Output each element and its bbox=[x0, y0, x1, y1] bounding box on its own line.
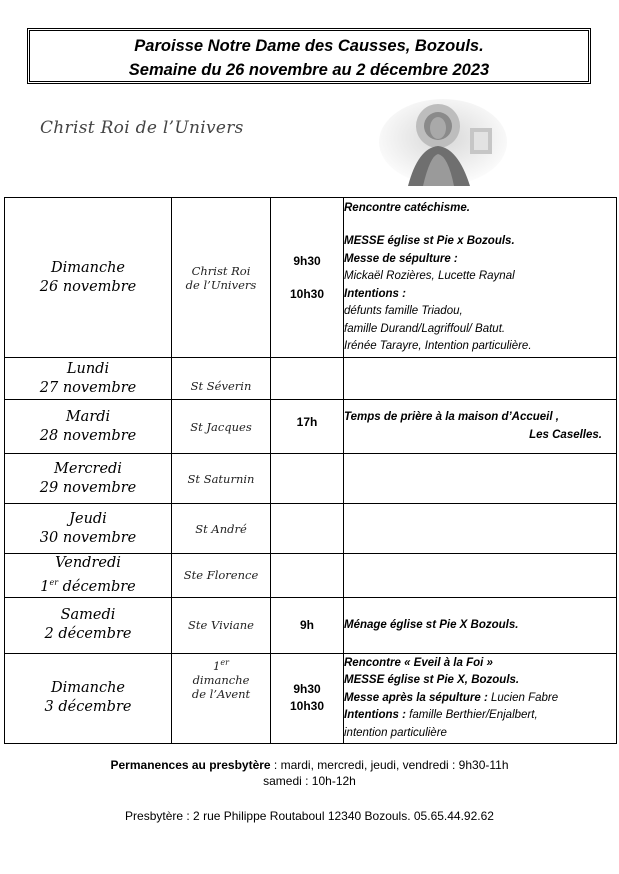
header-box bbox=[27, 28, 591, 84]
table-row bbox=[5, 454, 617, 504]
activity-cell bbox=[344, 554, 617, 598]
permanences-line bbox=[0, 757, 619, 773]
time-cell bbox=[271, 358, 344, 400]
time-cell bbox=[271, 400, 344, 454]
day-name: Mercredi bbox=[54, 460, 122, 477]
activity-cell bbox=[344, 400, 617, 454]
table-row bbox=[5, 504, 617, 554]
saint-num: 1 bbox=[213, 658, 221, 673]
week-title: Semaine du 26 novembre au 2 décembre 2023 bbox=[128, 61, 490, 79]
time-value: 10h30 bbox=[289, 699, 325, 714]
day-name: Vendredi bbox=[55, 555, 121, 571]
activity-label: Intentions : bbox=[344, 709, 406, 722]
table-row bbox=[5, 198, 617, 358]
saint-name: Ste Florence bbox=[183, 568, 259, 583]
time-value: 9h30 bbox=[293, 682, 321, 697]
saint-cell bbox=[172, 653, 271, 743]
day-cell bbox=[5, 597, 172, 653]
activity-line: Irénée Tarayre, Intention particulière. bbox=[344, 340, 532, 352]
activity-line: MESSE église st Pie x Bozouls. bbox=[344, 235, 515, 247]
activity-cell bbox=[344, 653, 617, 743]
schedule-table bbox=[4, 197, 617, 744]
permanences-text: : mardi, mercredi, jeudi, vendredi : 9h30-11h bbox=[270, 758, 509, 772]
activity-line: Mickaël Rozières, Lucette Raynal bbox=[344, 270, 515, 282]
activity-value: famille Berthier/Enjalbert, bbox=[405, 709, 538, 722]
saint-sup: er bbox=[220, 657, 229, 667]
time-cell bbox=[271, 504, 344, 554]
activity-cell bbox=[344, 454, 617, 504]
address-info: Presbytère : 2 rue Philippe Routaboul 12340 Bozouls. 05.65.44.92.62 bbox=[125, 809, 494, 823]
day-name: Mardi bbox=[65, 408, 111, 425]
activity-cell bbox=[344, 198, 617, 358]
saint-name: St Séverin bbox=[190, 379, 252, 393]
activity-line: Intentions : bbox=[344, 287, 406, 300]
time-value: 17h bbox=[296, 415, 318, 429]
parish-title: Paroisse Notre Dame des Causses, Bozouls. bbox=[134, 37, 484, 55]
saint-name: de l’Avent bbox=[191, 686, 251, 701]
activity-line bbox=[344, 707, 616, 725]
saint-cell bbox=[172, 358, 271, 400]
day-date: 27 novembre bbox=[39, 379, 137, 396]
time-cell bbox=[271, 653, 344, 743]
saint-cell bbox=[172, 597, 271, 653]
day-cell bbox=[5, 504, 172, 554]
saint-name: St Jacques bbox=[190, 419, 252, 434]
day-date: 28 novembre bbox=[39, 427, 137, 444]
activity-line: Rencontre « Eveil à la Foi » bbox=[344, 656, 493, 669]
time-cell bbox=[271, 198, 344, 358]
date-num: 1 bbox=[40, 578, 50, 595]
day-cell bbox=[5, 198, 172, 358]
day-cell bbox=[5, 358, 172, 400]
table-row bbox=[5, 358, 617, 400]
saint-name: St André bbox=[195, 521, 247, 536]
day-date: 2 décembre bbox=[44, 626, 132, 643]
day-date: 30 novembre bbox=[39, 529, 137, 546]
time-value: 9h bbox=[299, 617, 314, 632]
day-cell bbox=[5, 554, 172, 598]
date-rest: décembre bbox=[58, 578, 136, 595]
activity-label: Messe après la sépulture : bbox=[344, 691, 488, 704]
day-name: Dimanche bbox=[50, 680, 126, 697]
day-name: Dimanche bbox=[50, 259, 126, 276]
activity-line bbox=[344, 690, 616, 708]
day-date: 3 décembre bbox=[44, 699, 132, 716]
activity-line: MESSE église st Pie X, Bozouls. bbox=[344, 674, 520, 687]
saint-name: St Saturnin bbox=[187, 471, 255, 486]
table-row bbox=[5, 597, 617, 653]
feast-title: Christ Roi de l’Univers bbox=[40, 118, 244, 138]
saint-name: de l’Univers bbox=[185, 277, 257, 292]
saint-cell bbox=[172, 198, 271, 358]
activity-line: Messe de sépulture : bbox=[344, 252, 458, 265]
day-cell bbox=[5, 653, 172, 743]
christ-pantocrator-icon bbox=[378, 98, 508, 186]
day-name: Samedi bbox=[60, 607, 116, 624]
date-sup: er bbox=[49, 578, 59, 587]
saint-name: dimanche bbox=[192, 672, 250, 687]
day-date: 26 novembre bbox=[39, 278, 137, 295]
day-date: 29 novembre bbox=[39, 479, 137, 496]
day-name: Jeudi bbox=[69, 510, 107, 527]
day-date bbox=[5, 573, 171, 597]
permanences-label: Permanences au presbytère bbox=[110, 758, 271, 772]
saint-cell bbox=[172, 400, 271, 454]
activity-line: famille Durand/Lagriffoul/ Batut. bbox=[344, 322, 506, 335]
day-cell bbox=[5, 400, 172, 454]
activity-value: Lucien Fabre bbox=[487, 691, 559, 704]
saint-cell bbox=[172, 554, 271, 598]
activity-cell bbox=[344, 597, 617, 653]
table-row bbox=[5, 653, 617, 743]
day-cell bbox=[5, 454, 172, 504]
activity-line: Ménage église st Pie X Bozouls. bbox=[344, 618, 519, 631]
activity-line: Temps de prière à la maison d’Accueil , bbox=[344, 411, 559, 423]
saint-cell bbox=[172, 454, 271, 504]
activity-line: défunts famille Triadou, bbox=[344, 305, 463, 317]
table-row bbox=[5, 554, 617, 598]
activity-cell bbox=[344, 504, 617, 554]
saint-name bbox=[172, 656, 270, 673]
time-value: 9h30 bbox=[293, 253, 321, 268]
time-cell bbox=[271, 554, 344, 598]
activity-line: intention particulière bbox=[344, 726, 447, 739]
day-name: Lundi bbox=[66, 360, 110, 377]
table-row bbox=[5, 400, 617, 454]
activity-cell bbox=[344, 358, 617, 400]
activity-line: Les Caselles. bbox=[529, 428, 602, 441]
saint-name: Ste Viviane bbox=[188, 618, 254, 633]
activity-line: Rencontre catéchisme. bbox=[344, 201, 470, 214]
saint-cell bbox=[172, 504, 271, 554]
time-value: 10h30 bbox=[289, 286, 325, 301]
time-cell bbox=[271, 454, 344, 504]
permanences-info bbox=[0, 757, 619, 789]
time-cell bbox=[271, 597, 344, 653]
saint-name: Christ Roi bbox=[191, 263, 251, 278]
permanences-saturday: samedi : 10h-12h bbox=[263, 774, 356, 788]
